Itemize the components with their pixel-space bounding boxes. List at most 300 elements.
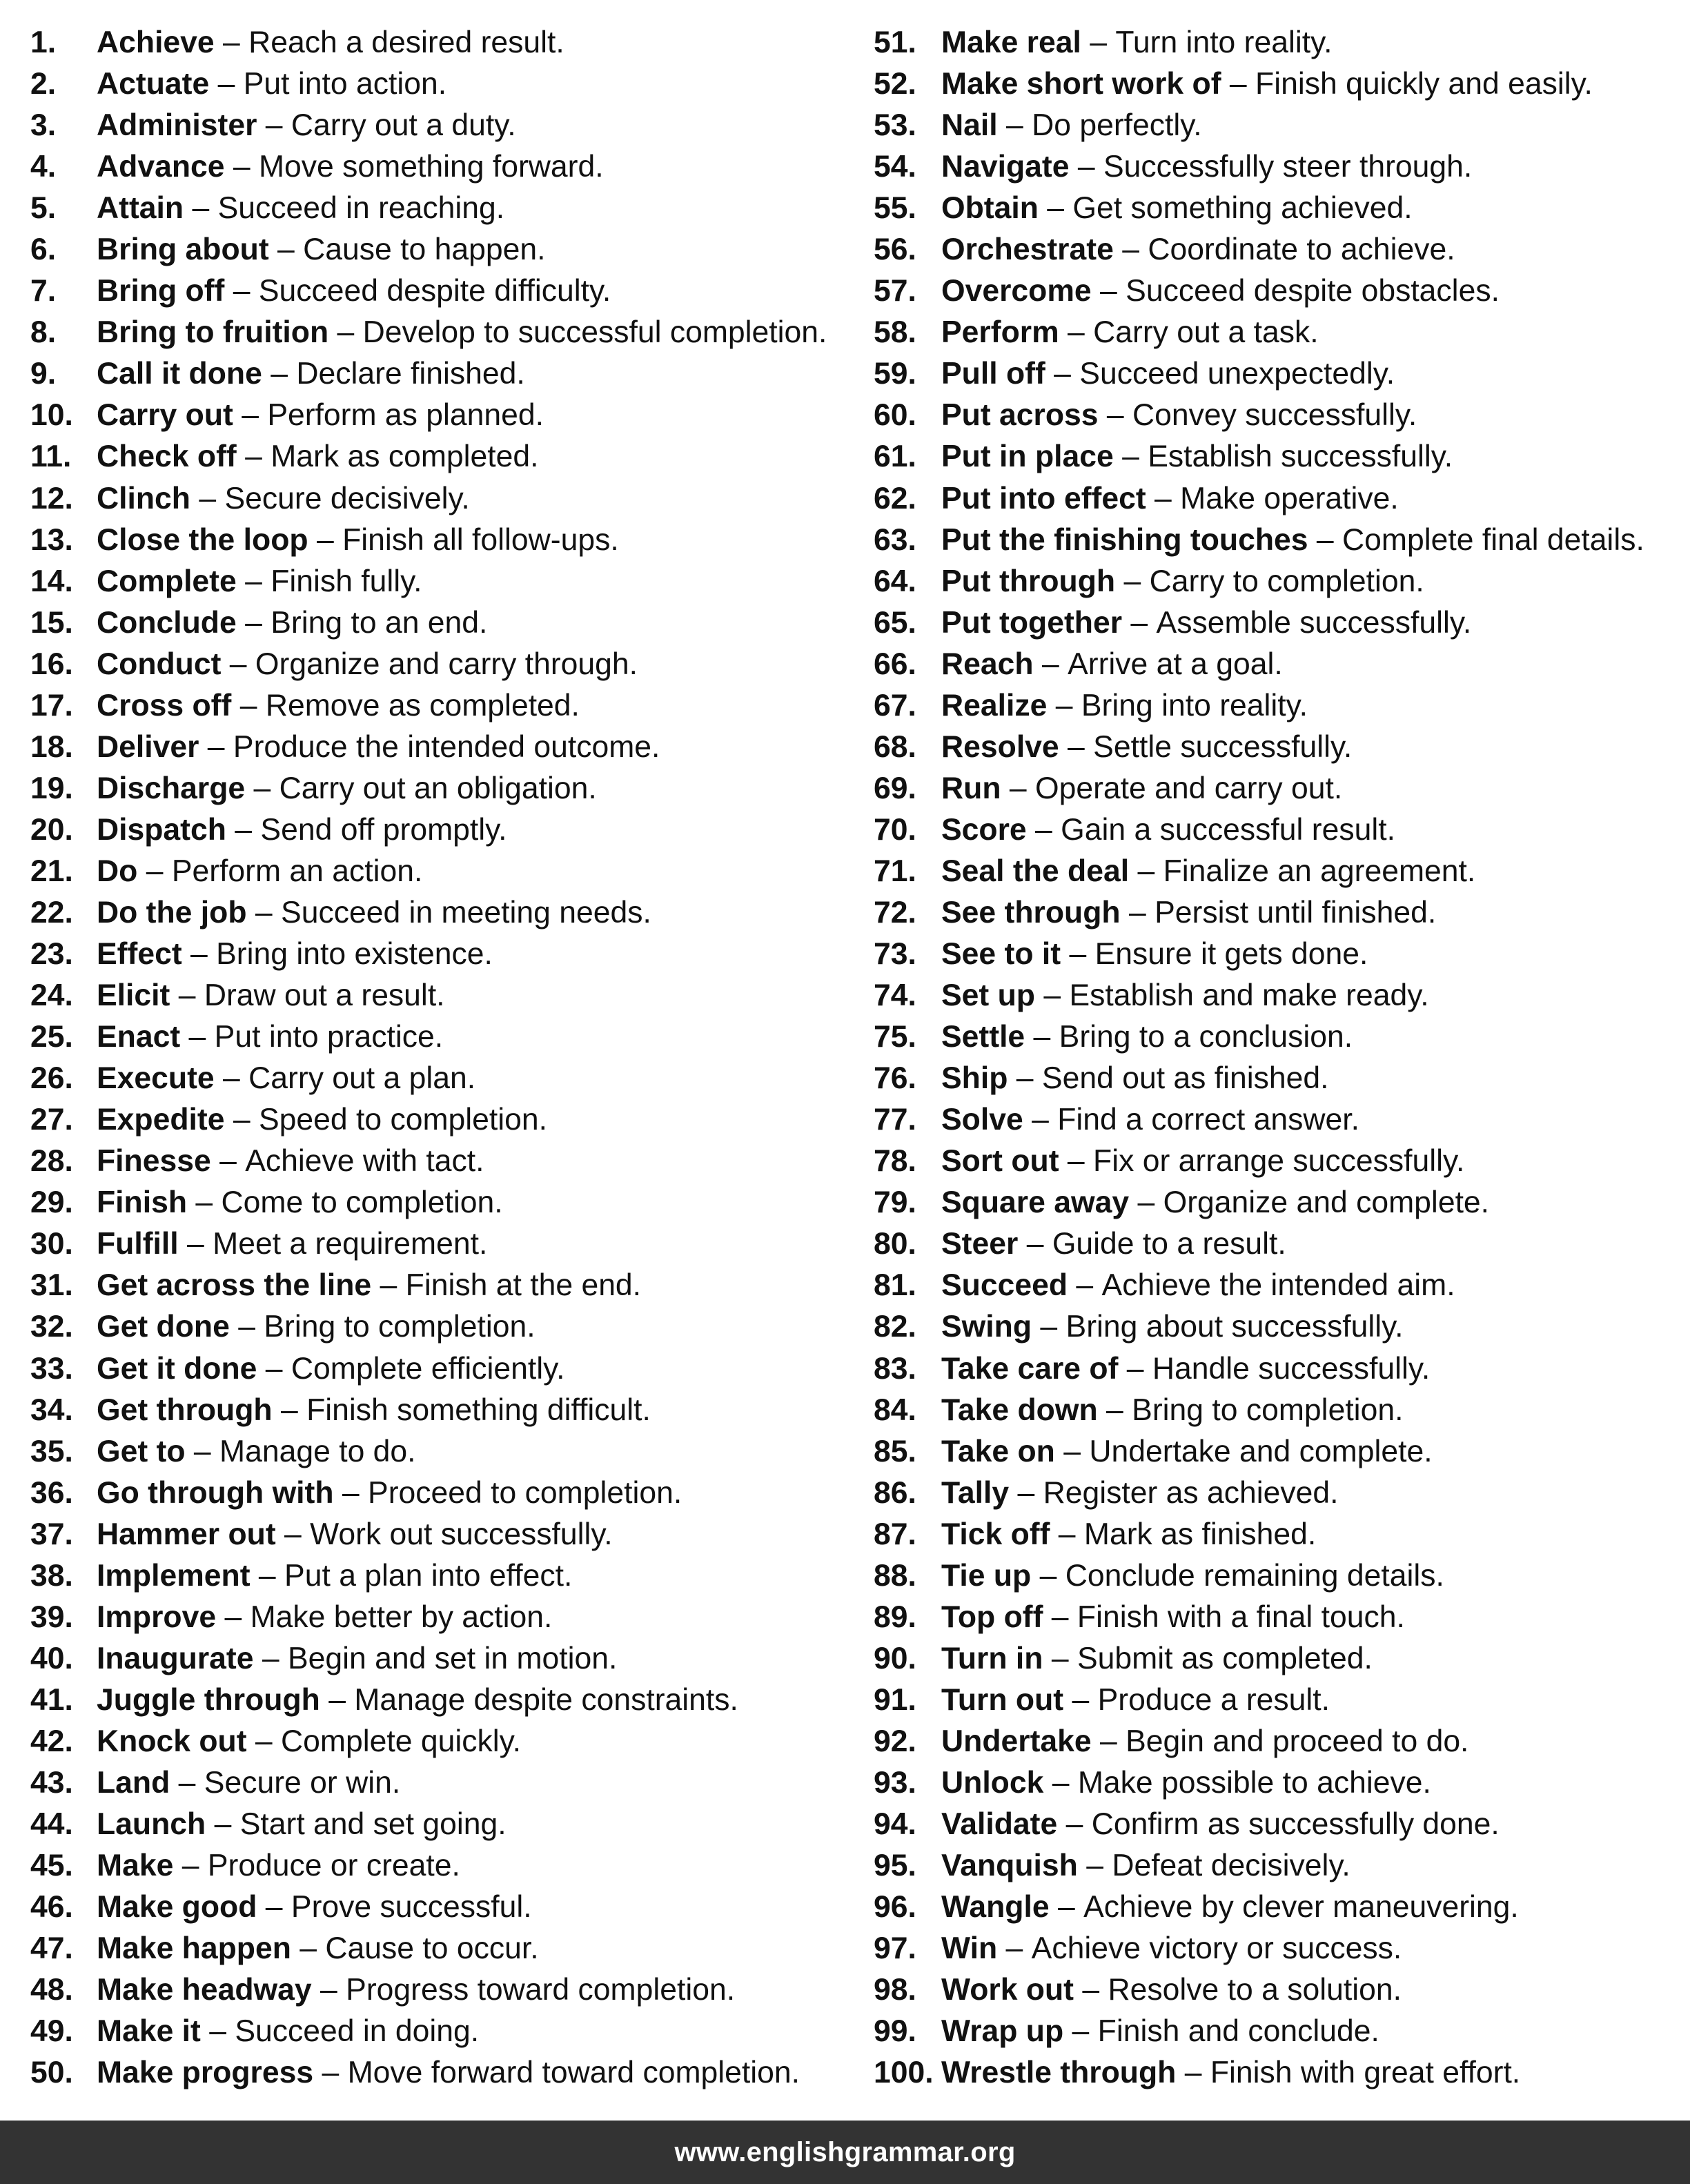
item-number: 58. (874, 315, 916, 350)
item-number: 85. (874, 1434, 916, 1468)
item-number: 74. (874, 978, 916, 1013)
item-separator: – (1308, 522, 1343, 557)
list-item (30, 1721, 845, 1762)
item-separator: – (1113, 440, 1148, 474)
item-number: 37. (30, 1517, 73, 1551)
item-definition: Submit as completed. (1077, 1641, 1373, 1675)
item-term: Realize (941, 688, 1048, 722)
item-separator: – (1063, 1682, 1098, 1717)
item-separator: – (1059, 315, 1094, 350)
item-definition: Carry out an obligation. (279, 771, 597, 805)
list-item (30, 1306, 845, 1348)
item-separator: – (137, 854, 172, 888)
list-item (874, 2011, 1681, 2052)
item-term: Elicit (97, 978, 170, 1013)
item-separator: – (1091, 274, 1126, 308)
item-definition: Succeed unexpectedly. (1079, 357, 1395, 391)
item-definition: Turn into reality. (1115, 26, 1333, 59)
item-term: Settle (941, 1020, 1025, 1054)
item-definition: Do perfectly. (1032, 108, 1202, 143)
item-number: 16. (30, 647, 73, 681)
item-definition: Speed to completion. (258, 1103, 548, 1137)
item-definition: Resolve to a solution. (1108, 1973, 1402, 2007)
item-number: 17. (30, 688, 73, 722)
item-number: 27. (30, 1103, 73, 1137)
item-term: Dispatch (97, 812, 226, 847)
item-separator: – (1034, 978, 1070, 1013)
item-term: Achieve (97, 26, 215, 59)
item-number: 20. (30, 812, 73, 847)
item-term: Check off (97, 440, 237, 474)
item-number: 24. (30, 978, 73, 1013)
item-separator: – (1026, 812, 1061, 847)
list-item (30, 1514, 845, 1555)
item-term: Wrestle through (941, 2056, 1177, 2090)
item-number: 99. (874, 2014, 916, 2049)
item-number: 44. (30, 1807, 73, 1842)
item-separator: – (1009, 1475, 1043, 1510)
item-separator: – (333, 1475, 369, 1510)
item-definition: Succeed despite difficulty. (258, 274, 611, 308)
list-item (30, 727, 845, 768)
item-term: Discharge (97, 771, 246, 805)
item-number: 13. (30, 522, 73, 557)
item-separator: – (262, 357, 297, 391)
item-separator: – (1115, 564, 1150, 598)
item-separator: – (371, 1268, 406, 1303)
item-term: See to it (941, 937, 1061, 972)
item-term: Call it done (97, 357, 262, 391)
item-term: Overcome (941, 274, 1092, 308)
item-term: Unlock (941, 1765, 1044, 1800)
item-term: Put together (941, 605, 1123, 640)
item-term: Clinch (97, 481, 190, 515)
item-definition: Remove as completed. (265, 688, 580, 722)
item-definition: Meet a requirement. (213, 1227, 488, 1261)
list-item (30, 1969, 845, 2011)
list-item (874, 644, 1681, 685)
item-number: 4. (30, 150, 57, 184)
list-item (874, 1845, 1681, 1887)
item-number: 6. (30, 233, 57, 267)
item-number: 18. (30, 729, 73, 764)
item-separator: – (224, 1103, 259, 1137)
item-number: 83. (874, 1351, 916, 1386)
item-separator: – (1074, 1973, 1108, 2007)
item-separator: – (1059, 729, 1094, 764)
item-separator: – (1118, 1351, 1152, 1386)
list-item (874, 22, 1681, 63)
list-item (30, 478, 845, 520)
list-item (30, 188, 845, 229)
list-item (30, 1182, 845, 1223)
item-term: Conclude (97, 605, 237, 640)
list-item (30, 1680, 845, 1721)
item-term: Win (941, 1931, 998, 1966)
item-number: 47. (30, 1931, 73, 1966)
item-separator: – (1038, 191, 1073, 226)
list-item (874, 1182, 1681, 1223)
item-definition: Produce the intended outcome. (233, 729, 660, 764)
item-separator: – (1129, 854, 1163, 888)
item-separator: – (1068, 1268, 1102, 1303)
item-number: 63. (874, 522, 916, 557)
item-number: 93. (874, 1765, 916, 1800)
list-item (30, 1887, 845, 1928)
item-number: 67. (874, 688, 916, 722)
item-term: Attain (97, 191, 184, 226)
item-number: 42. (30, 1724, 73, 1758)
item-term: Wrap up (941, 2014, 1064, 2049)
item-term: Take down (941, 1393, 1098, 1427)
item-definition: Bring about successfully. (1065, 1310, 1404, 1344)
list-item (30, 1016, 845, 1058)
item-definition: Mark as completed. (271, 440, 539, 474)
item-definition: Start and set going. (239, 1807, 507, 1842)
item-number: 33. (30, 1351, 73, 1386)
item-term: Put into effect (941, 481, 1146, 515)
item-definition: Organize and carry through. (255, 647, 638, 681)
item-separator: – (190, 481, 225, 515)
list-item (30, 1431, 845, 1473)
list-item (30, 975, 845, 1016)
list-item (30, 1928, 845, 1969)
item-definition: Bring to a conclusion. (1059, 1020, 1353, 1054)
item-term: Put in place (941, 440, 1114, 474)
item-separator: – (210, 1144, 246, 1179)
item-separator: – (311, 1973, 346, 2007)
item-separator: – (221, 647, 255, 681)
list-item (30, 1473, 845, 1514)
item-separator: – (997, 108, 1032, 143)
item-definition: Achieve the intended aim. (1101, 1268, 1455, 1303)
item-definition: Succeed in doing. (235, 2014, 480, 2049)
list-item (30, 520, 845, 561)
item-definition: Make better by action. (250, 1600, 553, 1634)
item-number: 87. (874, 1517, 916, 1551)
item-number: 75. (874, 1020, 916, 1054)
item-separator: – (181, 937, 217, 972)
item-separator: – (209, 67, 244, 101)
item-separator: – (1176, 2056, 1210, 2090)
item-number: 88. (874, 1558, 916, 1593)
list-item (874, 1969, 1681, 2011)
list-item (874, 892, 1681, 934)
item-definition: Complete final details. (1342, 522, 1644, 557)
item-term: Turn out (941, 1682, 1064, 1717)
item-term: Finish (97, 1186, 188, 1220)
item-definition: Succeed in meeting needs. (281, 895, 651, 929)
item-separator: – (236, 605, 271, 640)
item-separator: – (1057, 1807, 1092, 1842)
item-separator: – (173, 1849, 208, 1883)
item-separator: – (1047, 688, 1081, 722)
item-definition: Move forward toward completion. (347, 2056, 800, 2090)
list-item (874, 1306, 1681, 1348)
item-separator: – (1061, 937, 1095, 972)
item-separator: – (246, 1724, 282, 1758)
item-separator: – (1069, 150, 1103, 184)
item-number: 64. (874, 564, 916, 598)
item-separator: – (178, 1227, 213, 1261)
item-number: 62. (874, 481, 916, 515)
item-number: 90. (874, 1641, 916, 1675)
item-term: Tie up (941, 1558, 1032, 1593)
item-number: 79. (874, 1186, 916, 1220)
list-item (30, 1638, 845, 1680)
item-definition: Bring to completion. (1132, 1393, 1404, 1427)
item-term: Resolve (941, 729, 1059, 764)
item-definition: Persist until finished. (1154, 895, 1437, 929)
item-term: Seal the deal (941, 854, 1130, 888)
list-item (30, 561, 845, 602)
item-term: Carry out (97, 398, 233, 433)
item-separator: – (224, 274, 259, 308)
item-definition: Confirm as successfully done. (1091, 1807, 1500, 1842)
item-definition: Produce or create. (207, 1849, 460, 1883)
item-definition: Undertake and complete. (1089, 1434, 1433, 1468)
item-term: Bring about (97, 233, 269, 267)
item-term: Advance (97, 150, 225, 184)
item-separator: – (1032, 1310, 1066, 1344)
item-term: Make headway (97, 1973, 312, 2007)
item-term: Deliver (97, 729, 199, 764)
item-separator: – (1098, 398, 1133, 433)
item-definition: Prove successful. (291, 1890, 532, 1925)
item-definition: Achieve by clever maneuvering. (1083, 1890, 1519, 1925)
item-term: Complete (97, 564, 237, 598)
item-number: 100. (874, 2056, 934, 2090)
item-term: Execute (97, 1061, 215, 1096)
item-number: 77. (874, 1103, 916, 1137)
list-item (874, 1762, 1681, 1804)
item-number: 69. (874, 771, 916, 805)
item-definition: Bring to completion. (264, 1310, 536, 1344)
item-number: 89. (874, 1600, 916, 1634)
item-term: Tick off (941, 1517, 1050, 1551)
item-number: 35. (30, 1434, 73, 1468)
list-item (874, 1928, 1681, 1969)
item-term: Run (941, 771, 1001, 805)
item-number: 22. (30, 895, 73, 929)
item-number: 45. (30, 1849, 73, 1883)
item-number: 61. (874, 440, 916, 474)
item-definition: Establish and make ready. (1069, 978, 1429, 1013)
item-definition: Reach a desired result. (248, 26, 564, 59)
list-item (30, 1845, 845, 1887)
item-number: 54. (874, 150, 916, 184)
item-number: 96. (874, 1890, 916, 1925)
item-term: Get across the line (97, 1268, 372, 1303)
item-separator: – (257, 108, 291, 143)
list-item (874, 727, 1681, 768)
item-number: 72. (874, 895, 916, 929)
item-separator: – (1045, 357, 1080, 391)
item-separator: – (1122, 605, 1157, 640)
list-item (30, 436, 845, 478)
item-separator: – (216, 1600, 250, 1634)
list-item (30, 63, 845, 105)
item-definition: Send off promptly. (260, 812, 507, 847)
list-item (30, 2011, 845, 2052)
item-definition: Handle successfully. (1152, 1351, 1431, 1386)
item-separator: – (187, 1186, 222, 1220)
item-separator: – (1077, 1849, 1112, 1883)
list-item (874, 768, 1681, 809)
item-definition: Finish something difficult. (306, 1393, 651, 1427)
item-term: Top off (941, 1600, 1043, 1634)
item-number: 92. (874, 1724, 916, 1758)
list-item (874, 561, 1681, 602)
list-item (874, 1141, 1681, 1182)
item-separator: – (214, 26, 249, 59)
list-item (30, 1141, 845, 1182)
item-term: Square away (941, 1186, 1130, 1220)
item-number: 34. (30, 1393, 73, 1427)
item-term: Orchestrate (941, 233, 1114, 267)
item-term: See through (941, 895, 1121, 929)
item-definition: Begin and set in motion. (287, 1641, 618, 1675)
item-number: 43. (30, 1765, 73, 1800)
item-term: Pull off (941, 357, 1045, 391)
item-number: 97. (874, 1931, 916, 1966)
item-term: Ship (941, 1061, 1008, 1096)
list-item (874, 1016, 1681, 1058)
list-item (30, 146, 845, 188)
item-separator: – (185, 1434, 220, 1468)
list-item (30, 105, 845, 146)
right-column (874, 22, 1681, 2094)
item-number: 2. (30, 67, 57, 101)
item-number: 36. (30, 1475, 73, 1510)
item-number: 98. (874, 1973, 916, 2007)
item-separator: – (1033, 647, 1068, 681)
list-item (30, 1762, 845, 1804)
item-definition: Work out successfully. (310, 1517, 613, 1551)
item-definition: Secure or win. (204, 1765, 401, 1800)
item-number: 52. (874, 67, 916, 101)
item-term: Get it done (97, 1351, 257, 1386)
item-number: 73. (874, 937, 916, 972)
item-definition: Finish at the end. (405, 1268, 642, 1303)
item-definition: Finish and conclude. (1097, 2014, 1379, 2049)
item-number: 29. (30, 1186, 73, 1220)
item-number: 57. (874, 274, 916, 308)
list-item (874, 1680, 1681, 1721)
item-separator: – (206, 1807, 240, 1842)
item-definition: Cause to happen. (303, 233, 546, 267)
item-definition: Cause to occur. (325, 1931, 539, 1966)
list-item (874, 1265, 1681, 1306)
list-item (30, 1099, 845, 1141)
item-term: Effect (97, 937, 182, 972)
item-separator: – (250, 1558, 285, 1593)
item-term: Inaugurate (97, 1641, 254, 1675)
list-item (874, 934, 1681, 975)
item-definition: Bring into reality. (1081, 688, 1308, 722)
item-separator: – (1043, 1641, 1077, 1675)
item-term: Administer (97, 108, 257, 143)
item-definition: Carry out a plan. (248, 1061, 476, 1096)
item-number: 3. (30, 108, 57, 143)
left-column (30, 22, 845, 2094)
item-separator: – (1049, 1890, 1084, 1925)
item-term: Swing (941, 1310, 1032, 1344)
item-term: Finesse (97, 1144, 211, 1179)
list-item (30, 602, 845, 644)
item-number: 59. (874, 357, 916, 391)
item-number: 86. (874, 1475, 916, 1510)
list-item (874, 63, 1681, 105)
item-definition: Develop to successful completion. (362, 315, 827, 350)
item-separator: – (1097, 1393, 1132, 1427)
item-separator: – (275, 1517, 311, 1551)
item-term: Succeed (941, 1268, 1068, 1303)
item-separator: – (1054, 1434, 1090, 1468)
item-definition: Manage despite constraints. (354, 1682, 738, 1717)
item-number: 25. (30, 1020, 73, 1054)
item-term: Enact (97, 1020, 181, 1054)
item-term: Nail (941, 108, 998, 143)
item-definition: Declare finished. (296, 357, 525, 391)
item-separator: – (272, 1393, 307, 1427)
footer-url[interactable]: www.englishgrammar.org (674, 2136, 1016, 2167)
item-separator: – (1221, 67, 1256, 101)
item-separator: – (180, 1020, 215, 1054)
item-definition: Assemble successfully. (1156, 605, 1472, 640)
list-item (874, 188, 1681, 229)
item-term: Hammer out (97, 1517, 276, 1551)
list-item (874, 520, 1681, 561)
item-term: Turn in (941, 1641, 1043, 1675)
item-separator: – (291, 1931, 326, 1966)
item-number: 21. (30, 854, 73, 888)
item-term: Actuate (97, 67, 210, 101)
list-item (874, 1804, 1681, 1845)
list-item (874, 1555, 1681, 1597)
item-term: Implement (97, 1558, 250, 1593)
item-definition: Bring to an end. (271, 605, 488, 640)
item-separator: – (245, 771, 279, 805)
list-item (30, 229, 845, 270)
item-separator: – (997, 1931, 1032, 1966)
item-term: Obtain (941, 191, 1039, 226)
list-item (874, 1473, 1681, 1514)
list-item (30, 22, 845, 63)
list-item (30, 1597, 845, 1638)
list-item (874, 1721, 1681, 1762)
item-number: 31. (30, 1268, 73, 1303)
item-definition: Begin and proceed to do. (1126, 1724, 1469, 1758)
item-definition: Put into action. (243, 67, 447, 101)
item-term: Navigate (941, 150, 1070, 184)
item-term: Make good (97, 1890, 257, 1925)
item-separator: – (1001, 771, 1035, 805)
item-separator: – (226, 812, 261, 847)
item-definition: Fix or arrange successfully. (1093, 1144, 1465, 1179)
item-term: Go through with (97, 1475, 334, 1510)
item-term: Get through (97, 1393, 273, 1427)
item-separator: – (1063, 2014, 1098, 2049)
item-definition: Ensure it gets done. (1094, 937, 1368, 972)
item-number: 8. (30, 315, 57, 350)
item-term: Set up (941, 978, 1035, 1013)
item-separator: – (257, 1890, 291, 1925)
item-definition: Register as achieved. (1043, 1475, 1339, 1510)
item-number: 41. (30, 1682, 73, 1717)
item-definition: Convey successfully. (1132, 398, 1417, 433)
item-definition: Succeed in reaching. (217, 191, 505, 226)
